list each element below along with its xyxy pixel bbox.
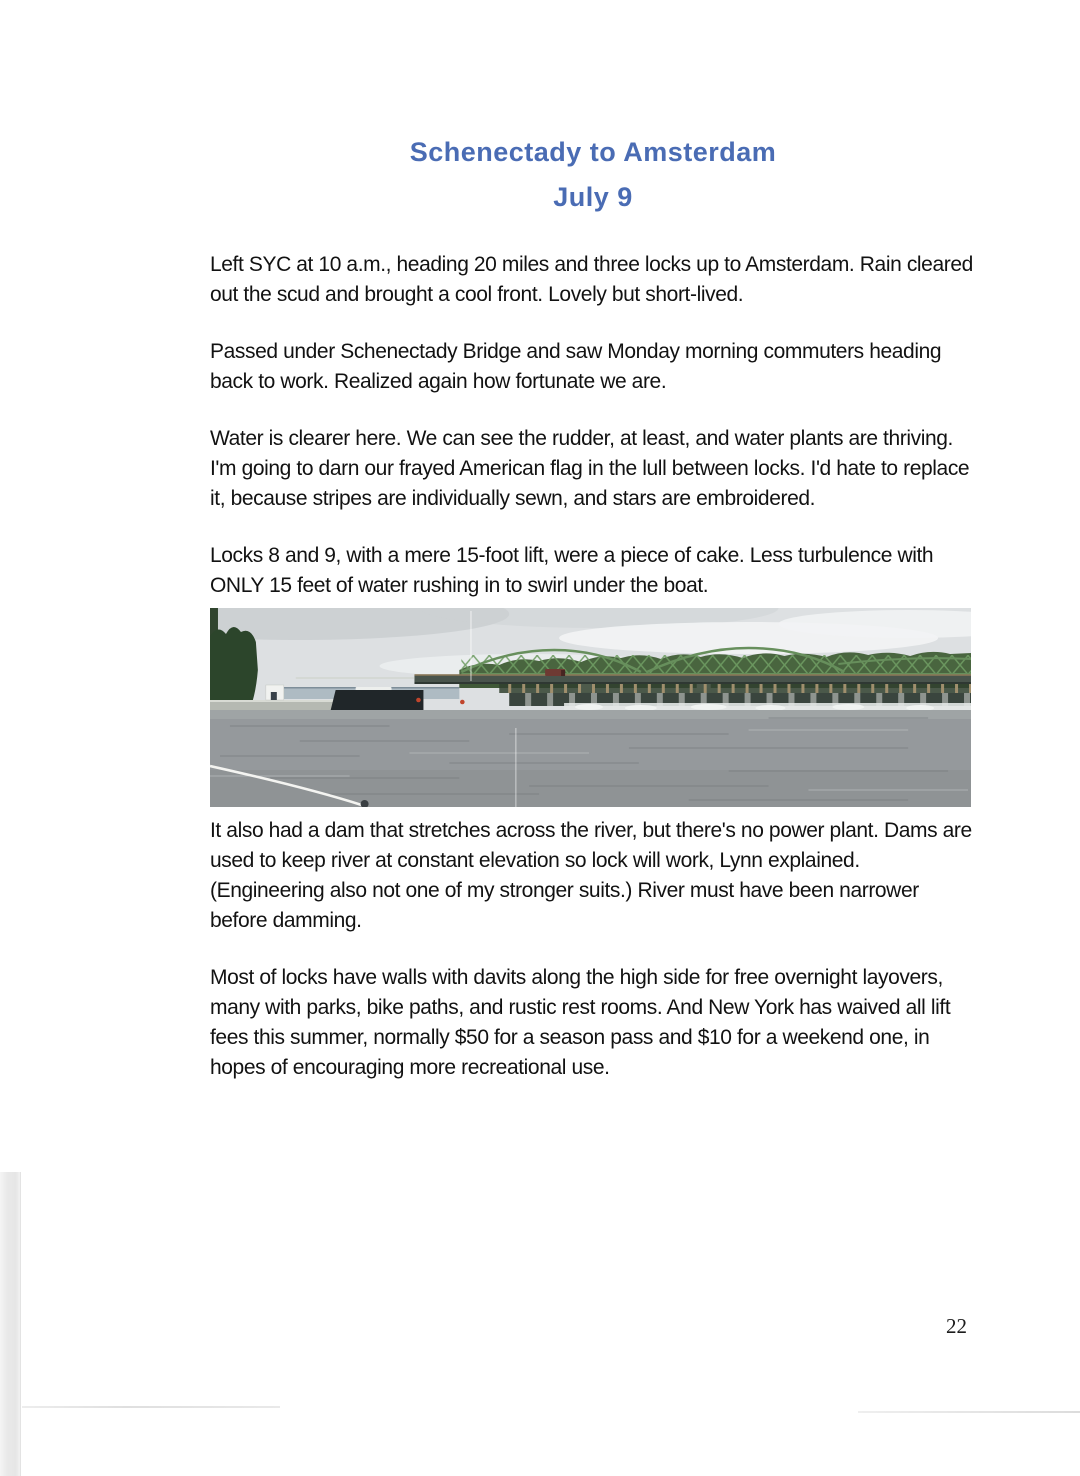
dam-posts <box>499 684 971 693</box>
page-content <box>210 130 976 1110</box>
scan-edge-band <box>0 1172 21 1476</box>
journal-paragraph: Passed under Schenectady Bridge and saw Monday morning commuters heading back to work. Realized again how fortunate we are. <box>210 340 942 393</box>
truck-on-bridge-cab <box>561 670 565 676</box>
photo-seam <box>470 611 471 681</box>
page-number: 22 <box>946 1314 967 1338</box>
journal-paragraph: It also had a dam that stretches across the river, but there's no power plant. Dams are used to keep river at constant elevation so lock will work, Lynn explained. (Engineering also not one of my stronger suits.) River must have been narrower before damming. <box>210 819 972 932</box>
bridge-dam-photo <box>210 608 971 807</box>
journal-paragraph: Water is clearer here. We can see the rudder, at least, and water plants are thriving. I'm going to darn our frayed American flag in the lull between locks. I'd hate to replace it, because stripes are individually sewn, and stars are embroidered. <box>210 427 970 510</box>
lock-wall <box>210 701 345 710</box>
left-trees <box>210 627 258 709</box>
journal-paragraph: Locks 8 and 9, with a mere 15-foot lift, were a piece of cake. Less turbulence with ONLY 15 feet of water rushing in to swirl under the boat. <box>210 544 934 597</box>
photo-seam <box>515 728 516 807</box>
page-title-line1: Schenectady to Amsterdam <box>409 137 777 167</box>
lock-building-door <box>271 692 277 700</box>
scan-edge-line-right <box>858 1411 1080 1413</box>
deck-rust-line <box>414 674 971 676</box>
bridge-deck <box>414 675 971 682</box>
lock-wall-top <box>210 700 345 702</box>
page-title <box>210 130 976 220</box>
journal-paragraph: Most of locks have walls with davits along the high side for free overnight layovers, many with parks, bike paths, and rustic rest rooms. And New York has waived all lift fees this summer, normally $50 for a season pass and $10 for a weekend one, in hopes of encouraging more recreational use. <box>210 966 951 1079</box>
buoy <box>416 698 421 703</box>
scan-edge-line-left <box>22 1406 280 1408</box>
buoy <box>460 700 465 705</box>
page-title-line2: July 9 <box>553 182 633 212</box>
barge <box>331 690 424 710</box>
journal-paragraph: Left SYC at 10 a.m., heading 20 miles and three locks up to Amsterdam. Rain cleared out the scud and brought a cool front. Lovely but short-lived. <box>210 253 973 306</box>
truss-lattice <box>461 655 971 674</box>
journal-body <box>210 250 976 1083</box>
deck-shadow <box>414 682 971 684</box>
